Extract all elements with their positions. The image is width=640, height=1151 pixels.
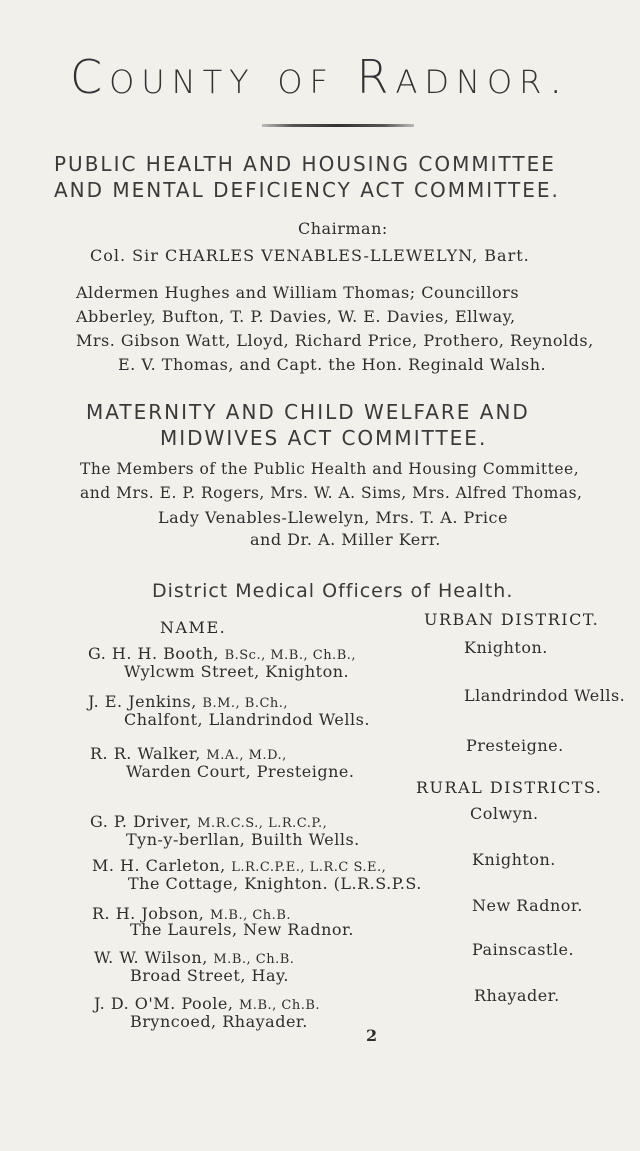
rural-districts-header: RURAL DISTRICTS. bbox=[416, 778, 603, 797]
officer-district: Colwyn. bbox=[470, 804, 539, 823]
officer-district: Knighton. bbox=[464, 638, 548, 657]
officer-address: Wylcwm Street, Knighton. bbox=[124, 662, 350, 681]
officer-district: Rhayader. bbox=[474, 986, 560, 1005]
officer-row bbox=[88, 692, 288, 711]
maternity-members-line-4: and Dr. A. Miller Kerr. bbox=[250, 530, 441, 549]
public-health-heading-line-2: AND MENTAL DEFICIENCY ACT COMMITTEE. bbox=[54, 178, 560, 202]
officer-address: The Cottage, Knighton. (L.R.S.P.S. bbox=[128, 874, 422, 893]
officer-address: Chalfont, Llandrindod Wells. bbox=[124, 710, 370, 729]
medical-officers-heading: District Medical Officers of Health. bbox=[152, 580, 514, 602]
officer-name: R. R. Walker, bbox=[90, 744, 201, 763]
public-health-members-line-3: Mrs. Gibson Watt, Lloyd, Richard Price, Prothero, Reynolds, bbox=[76, 331, 594, 350]
officer-row bbox=[90, 744, 287, 763]
chairman-label: Chairman: bbox=[298, 219, 388, 238]
officer-qualifications: B.Sc., M.B., Ch.B., bbox=[224, 648, 357, 663]
officer-row bbox=[90, 812, 327, 831]
officer-row bbox=[88, 644, 356, 663]
public-health-heading-line-1: PUBLIC HEALTH AND HOUSING COMMITTEE bbox=[54, 152, 556, 176]
officer-row bbox=[94, 994, 320, 1013]
officer-address: The Laurels, New Radnor. bbox=[130, 920, 354, 939]
public-health-members-line-1: Aldermen Hughes and William Thomas; Councillors bbox=[76, 283, 520, 302]
officer-name: G. P. Driver, bbox=[90, 812, 192, 831]
officer-name: J. E. Jenkins, bbox=[88, 692, 197, 711]
officer-qualifications: M.B., Ch.B. bbox=[209, 908, 291, 923]
officer-qualifications: M.R.C.S., L.R.C.P., bbox=[197, 816, 328, 831]
officer-row bbox=[94, 948, 294, 967]
page-number: 2 bbox=[366, 1026, 378, 1045]
officer-address: Tyn-y-berllan, Builth Wells. bbox=[126, 830, 360, 849]
officer-address: Broad Street, Hay. bbox=[130, 966, 289, 985]
officer-address: Warden Court, Presteigne. bbox=[126, 762, 355, 781]
officer-name: G. H. H. Booth, bbox=[88, 644, 219, 663]
maternity-heading-line-2: MIDWIVES ACT COMMITTEE. bbox=[160, 426, 488, 450]
public-health-members-line-2: Abberley, Bufton, T. P. Davies, W. E. Davies, Ellway, bbox=[76, 307, 516, 326]
name-column-header: NAME. bbox=[160, 618, 227, 637]
officer-district: New Radnor. bbox=[472, 896, 583, 915]
officer-district: Knighton. bbox=[472, 850, 556, 869]
officer-district: Presteigne. bbox=[466, 736, 564, 755]
officer-qualifications: M.A., M.D., bbox=[206, 748, 287, 763]
officer-address: Bryncoed, Rhayader. bbox=[130, 1012, 308, 1031]
officer-name: M. H. Carleton, bbox=[92, 856, 226, 875]
officer-row bbox=[92, 856, 386, 875]
title-rule bbox=[262, 124, 414, 127]
officer-qualifications: B.M., B.Ch., bbox=[202, 696, 289, 711]
maternity-members-line-2: and Mrs. E. P. Rogers, Mrs. W. A. Sims, Mrs. Alfred Thomas, bbox=[80, 484, 583, 502]
maternity-heading-line-1: MATERNITY AND CHILD WELFARE AND bbox=[86, 400, 530, 424]
public-health-members-line-4: E. V. Thomas, and Capt. the Hon. Reginald Walsh. bbox=[118, 355, 547, 374]
urban-district-header: URBAN DISTRICT. bbox=[424, 610, 600, 629]
chairman-name: Col. Sir CHARLES VENABLES-LLEWELYN, Bart. bbox=[90, 246, 530, 265]
officer-name: W. W. Wilson, bbox=[94, 948, 208, 967]
page-title: County of Radnor. bbox=[69, 50, 571, 104]
officer-district: Painscastle. bbox=[472, 940, 575, 959]
officer-qualifications: M.B., Ch.B. bbox=[239, 998, 321, 1013]
maternity-members-line-3: Lady Venables-Llewelyn, Mrs. T. A. Price bbox=[158, 508, 508, 527]
officer-qualifications: L.R.C.P.E., L.R.C S.E., bbox=[231, 860, 387, 875]
officer-name: J. D. O'M. Poole, bbox=[94, 994, 234, 1013]
officer-name: R. H. Jobson, bbox=[92, 904, 205, 923]
maternity-members-line-1: The Members of the Public Health and Housing Committee, bbox=[80, 460, 580, 478]
officer-qualifications: M.B., Ch.B. bbox=[213, 952, 295, 967]
officer-district: Llandrindod Wells. bbox=[464, 686, 626, 705]
